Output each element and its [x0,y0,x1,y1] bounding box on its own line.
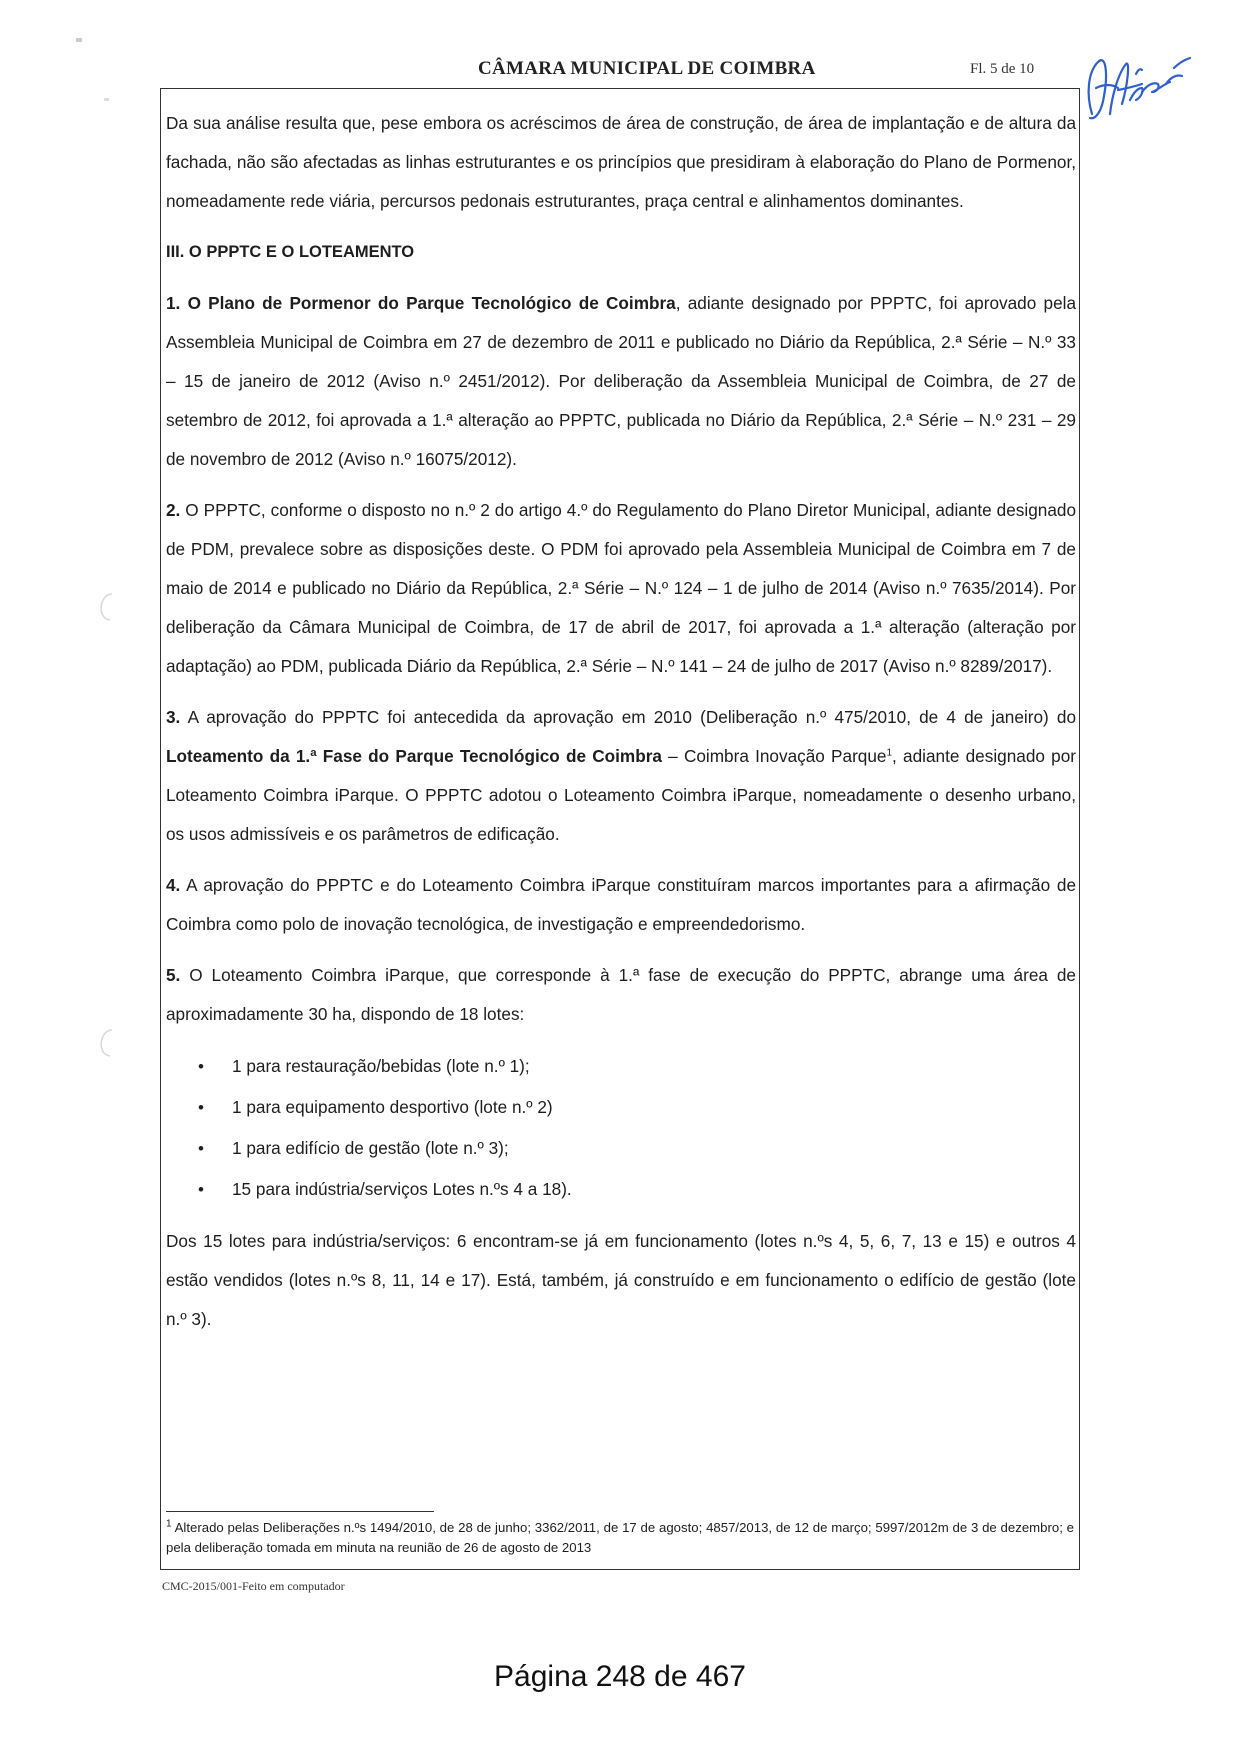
lots-list [166,1046,1076,1210]
paragraph-2 [166,491,1076,686]
punch-hole-icon [92,1024,122,1062]
page-header [160,55,1080,85]
paragraph-5 [166,956,1076,1034]
intro-paragraph: Da sua análise resulta que, pese embora os acréscimos de área de construção, de área de implantação e de altura da fachada, não são afectadas as linhas estruturantes e os princípios que presidiram à elaboração do Plano de Pormenor, nomeadamente rede viária, percursos pedonais estruturantes, praça central e alinhamentos dominantes. [166,113,1076,211]
scan-mark-icon [76,38,82,42]
section-heading: III. O PPPTC E O LOTEAMENTO [166,243,415,261]
paragraph-3-bold: Loteamento da 1.ª Fase do Parque Tecnológico de Coimbra [166,746,662,766]
closing-paragraph: Dos 15 lotes para indústria/serviços: 6 encontram-se já em funcionamento (lotes n.ºs 4, 5, 6, 7, 13 e 15) e outros 4 estão vendidos (lotes n.ºs 8, 11, 14 e 17). Está, também, já construído e em funcionamento o edifício de gestão (lote n.º 3). [166,1231,1076,1329]
footnote-reference: 1 [886,747,893,759]
paragraph-3-text-after: , adiante designado por Loteamento Coimbra iParque. O PPPTC adotou o Loteamento Coimbra iParque, nomeadamente o desenho urbano, os usos admissíveis e os parâmetros de edificação. [166,746,1076,844]
form-code: CMC-2015/001-Feito em computador [162,1579,345,1593]
punch-hole-icon [92,588,122,626]
footnote [166,1518,1074,1558]
paragraph-5-text: O Loteamento Coimbra iParque, que corresponde à 1.ª fase de execução do PPPTC, abrange uma área de aproximadamente 30 ha, dispondo de 18 lotes: [166,965,1076,1024]
list-item: • 1 para restauração/bebidas (lote n.º 1); [166,1046,1076,1087]
paragraph-4-number: 4. [166,875,181,895]
paragraph-3-text-mid: – Coimbra Inovação Parque [661,746,887,766]
list-item: • 15 para indústria/serviços Lotes n.ºs 4 a 18). [166,1169,1076,1210]
paragraph-2-number: 2. [166,500,181,520]
list-item: • 1 para equipamento desportivo (lote n.º 2) [166,1087,1076,1128]
signature-icon [1078,44,1196,136]
paragraph-4 [166,866,1076,944]
footnote-marker: 1 [166,1518,172,1530]
folio-number: Fl. 5 de 10 [970,61,1035,77]
paragraph-3-number: 3. [166,707,181,727]
paragraph-3 [166,698,1076,854]
paragraph-1-bold: O Plano de Pormenor do Parque Tecnológico de Coimbra [187,293,676,313]
paragraph-3-text-before: A aprovação do PPPTC foi antecedida da aprovação em 2010 (Deliberação n.º 475/2010, de 4 de janeiro) do [187,707,1077,727]
paragraph-2-text: O PPPTC, conforme o disposto no n.º 2 do artigo 4.º do Regulamento do Plano Diretor Municipal, adiante designado de PDM, prevalece sobre as disposições deste. O PDM foi aprovado pela Assembleia Municipal de Coimbra em 7 de maio de 2014 e publicado no Diário da República, 2.ª Série – N.º 124 – 1 de julho de 2014 (Aviso n.º 7635/2014). Por deliberação da Câmara Municipal de Coimbra, de 17 de abril de 2017, foi aprovada a 1.ª alteração (alteração por adaptação) ao PDM, publicada Diário da República, 2.ª Série – N.º 141 – 24 de julho de 2017 (Aviso n.º 8289/2017). [166,500,1076,676]
footnote-text: Alterado pelas Deliberações n.ºs 1494/2010, de 28 de junho; 3362/2011, de 17 de agosto; 4857/2013, de 12 de março; 5997/2012m de 3 de dezembro; e pela deliberação tomada em minuta na reunião de 26 de agosto de 2013 [166,1520,1074,1555]
paragraph-1-text: , adiante designado por PPPTC, foi aprovado pela Assembleia Municipal de Coimbra em 27 de dezembro de 2011 e publicado no Diário da República, 2.ª Série – N.º 33 – 15 de janeiro de 2012 (Aviso n.º 2451/2012). Por deliberação da Assembleia Municipal de Coimbra, de 27 de setembro de 2012, foi aprovada a 1.ª alteração ao PPPTC, publicada no Diário da República, 2.ª Série – N.º 231 – 29 de novembro de 2012 (Aviso n.º 16075/2012). [166,293,1077,469]
paragraph-5-number: 5. [166,965,181,985]
header-title: CÂMARA MUNICIPAL DE COIMBRA [478,58,816,79]
footnote-divider [166,1511,434,1512]
paragraph-1 [166,284,1076,479]
list-item: • 1 para edifício de gestão (lote n.º 3); [166,1128,1076,1169]
paragraph-4-text: A aprovação do PPPTC e do Loteamento Coimbra iParque constituíram marcos importantes para a afirmação de Coimbra como polo de inovação tecnológica, de investigação e empreendedorismo. [166,875,1076,934]
document-body [166,104,1076,1351]
page-number: Página 248 de 467 [494,1660,746,1693]
paragraph-1-number: 1. [166,293,181,313]
scan-mark-icon [104,98,110,102]
